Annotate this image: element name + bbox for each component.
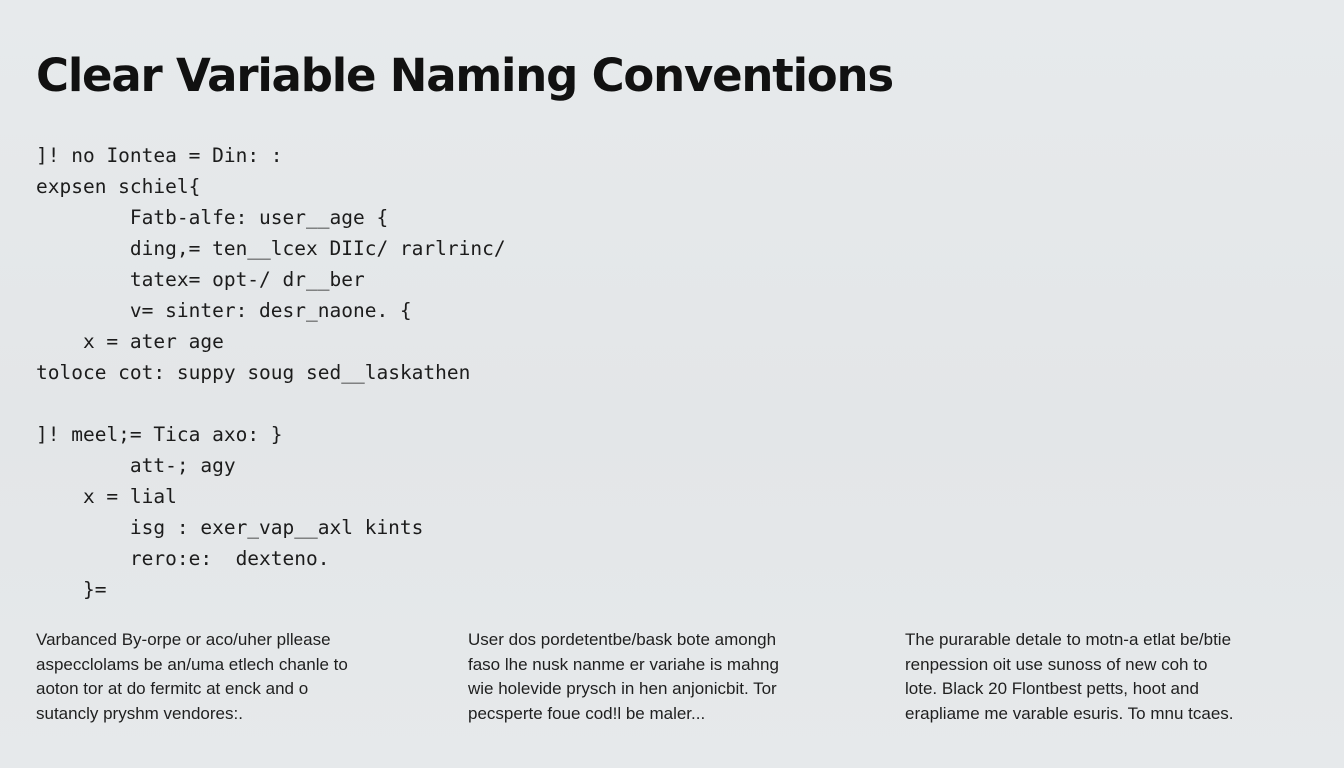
note-line: Varbanced By-orpe or aco/uher pllease xyxy=(36,630,331,649)
code-line: }= xyxy=(82,578,107,601)
note-line: lote. Black 20 Flontbest petts, hoot and xyxy=(905,679,1199,698)
code-line: x = lial xyxy=(82,485,177,508)
code-line: att-; agy xyxy=(129,454,236,477)
code-line: toloce cot: suppy soug sed__laskathen xyxy=(36,361,471,384)
note-paragraph-2 xyxy=(468,628,868,726)
code-line: ]! no Iontea = Din: : xyxy=(36,144,283,167)
code-line: expsen schiel{ xyxy=(36,175,201,198)
note-line: aspecclolams be an/uma etlech chanle to xyxy=(36,654,348,674)
notes-row xyxy=(0,628,1344,738)
code-line: isg : exer_vap__axl kints xyxy=(129,516,424,539)
page-title: Clear Variable Naming Conventions xyxy=(36,49,893,102)
note-paragraph-3 xyxy=(905,628,1315,726)
code-line: tatex= opt-/ dr__ber xyxy=(129,268,365,291)
code-block xyxy=(36,140,506,605)
code-line: ding,= ten__lcex DIIc/ rarlrinc/ xyxy=(129,237,506,260)
note-paragraph-1 xyxy=(36,628,416,726)
code-line: v= sinter: desr_naone. { xyxy=(129,299,412,322)
note-line: renpession oit use sunoss of new coh to xyxy=(905,654,1208,674)
code-line: x = ater age xyxy=(82,330,224,353)
note-line: aoton tor at do fermitc at enck and o xyxy=(36,679,309,698)
note-line: User dos pordetentbe/bask bote amongh xyxy=(468,630,777,649)
note-line: The purarable detale to motn-a etlat be/btie xyxy=(905,630,1232,649)
note-line: wie holevide prysch in hen anjonicbit. Tor xyxy=(468,679,777,698)
code-line-blank xyxy=(36,388,506,419)
note-line: faso lhe nusk nanme er variahe is mahng xyxy=(468,654,779,674)
note-line: erapliame me varable esuris. To mnu tcaes. xyxy=(905,703,1234,723)
note-line: sutancly pryshm vendores:. xyxy=(36,703,243,723)
code-line: ]! meel;= Tica axo: } xyxy=(36,423,283,446)
code-line: Fatb-alfe: user__age { xyxy=(129,206,389,229)
note-line: pecsperte foue cod!l be maler... xyxy=(468,703,706,723)
code-line: rero:e: dexteno. xyxy=(129,547,330,570)
